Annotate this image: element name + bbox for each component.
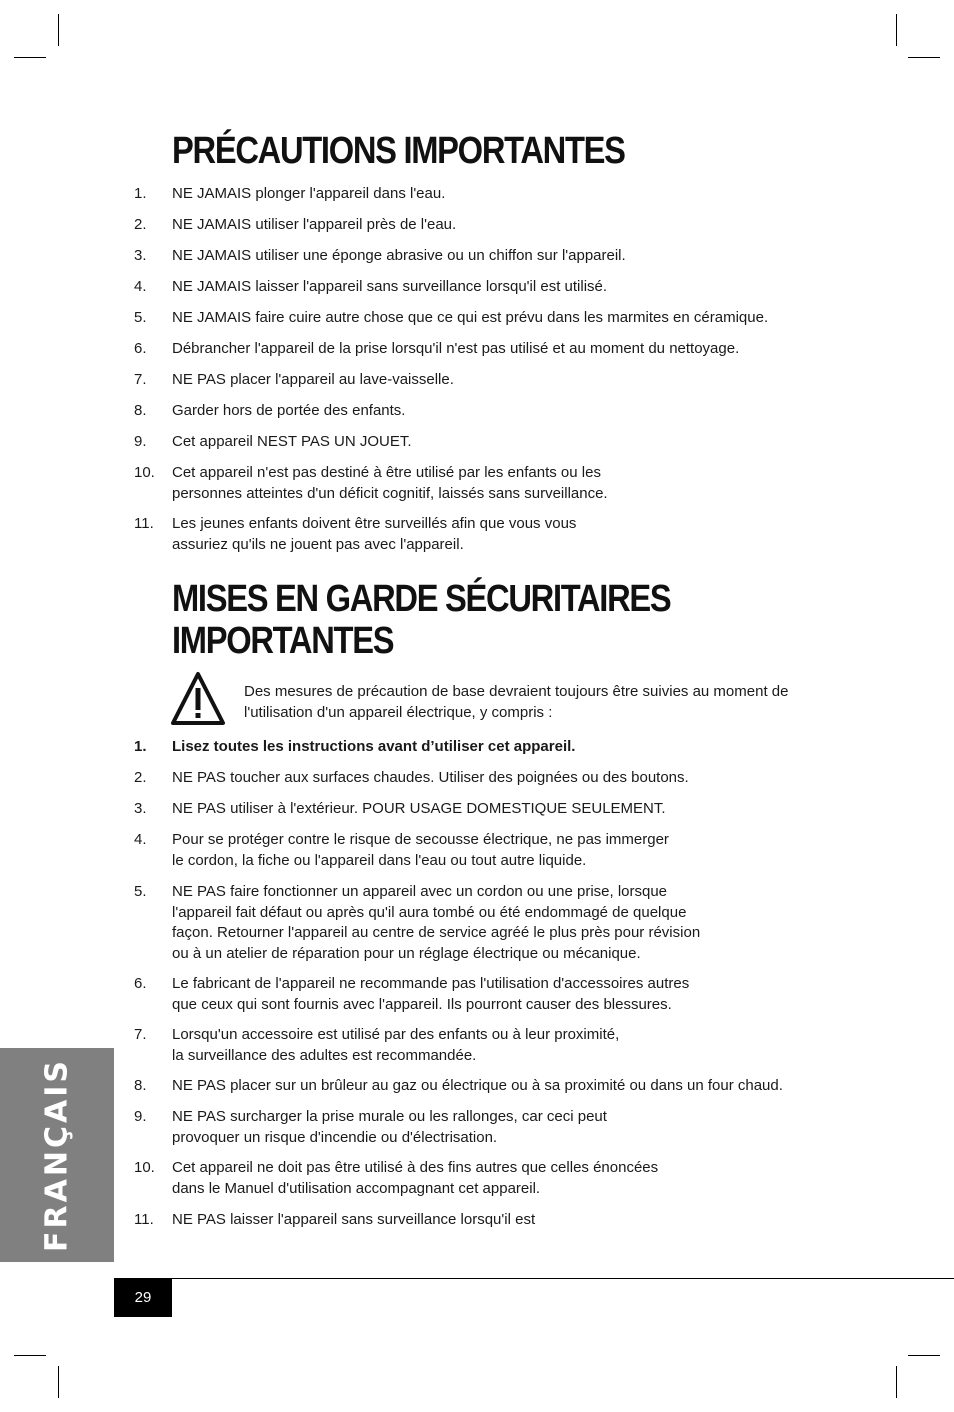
list-item-line: assuriez qu'ils ne jouent pas avec l'appareil. — [172, 535, 464, 553]
list-item-line: Cet appareil n'est pas destiné à être utilisé par les enfants ou les — [172, 464, 601, 481]
list-item-number: 10. — [134, 1159, 155, 1176]
list-item-text — [172, 830, 669, 871]
list-item-number: 8. — [134, 1077, 147, 1094]
crop-mark — [58, 14, 59, 46]
list-item-line: la surveillance des adultes est recommandée. — [172, 1046, 477, 1064]
list-item-text — [172, 246, 626, 267]
list-item-line: NE JAMAIS laisser l'appareil sans surveillance lorsqu'il est utilisé. — [172, 278, 608, 295]
list-item-line: que ceux qui sont fournis avec l'appareil. Ils pourront causer des blessures. — [172, 995, 672, 1013]
list-item-text — [172, 1076, 783, 1097]
list-item-number: 2. — [134, 769, 147, 786]
safety-intro — [244, 682, 788, 723]
list-item-line: ou à un atelier de réparation pour un réglage électrique ou mécanique. — [172, 944, 641, 962]
list-item-number: 11. — [134, 1211, 154, 1228]
list-item-line: NE PAS faire fonctionner un appareil avec un cordon ou une prise, lorsque — [172, 883, 668, 900]
list-item-number: 7. — [134, 371, 147, 388]
language-label: FRANÇAIS — [39, 1058, 75, 1252]
list-item-text — [172, 1107, 607, 1148]
list-item-number: 8. — [134, 402, 147, 419]
list-item-line: Cet appareil NEST PAS UN JOUET. — [172, 433, 412, 450]
list-item-number: 6. — [134, 340, 147, 357]
list-item-text — [172, 737, 575, 758]
list-item-line: NE PAS utiliser à l'extérieur. POUR USAGE DOMESTIQUE SEULEMENT. — [172, 800, 666, 817]
warning-triangle-icon — [170, 670, 226, 728]
safety-intro-line: l'utilisation d'un appareil électrique, y compris : — [244, 703, 553, 721]
list-item-line: NE PAS toucher aux surfaces chaudes. Utiliser des poignées ou des boutons. — [172, 769, 689, 786]
section-title-safety-line1: MISES EN GARDE SÉCURITAIRES — [172, 578, 671, 620]
list-item-line: NE PAS laisser l'appareil sans surveillance lorsqu'il est — [172, 1211, 536, 1228]
list-item-number: 9. — [134, 1108, 147, 1125]
list-item-text — [172, 339, 739, 360]
list-item-line: personnes atteintes d'un déficit cognitif, laissés sans surveillance. — [172, 484, 608, 502]
list-item-line: Garder hors de portée des enfants. — [172, 402, 406, 419]
list-item-text — [172, 514, 576, 555]
list-item-text — [172, 215, 456, 236]
list-item-line: NE PAS surcharger la prise murale ou les rallonges, car ceci peut — [172, 1108, 607, 1125]
list-item-text — [172, 974, 689, 1015]
section-title-precautions: PRÉCAUTIONS IMPORTANTES — [172, 130, 625, 172]
list-item-text — [172, 768, 689, 789]
section-title-safety-line2: IMPORTANTES — [172, 620, 394, 662]
list-item-line: façon. Retourner l'appareil au centre de service agréé le plus près pour révision — [172, 924, 701, 941]
list-item-number: 3. — [134, 800, 147, 817]
list-item-text — [172, 277, 607, 298]
list-item-text — [172, 799, 666, 820]
crop-mark — [896, 1366, 897, 1398]
list-item-line: le cordon, la fiche ou l'appareil dans l'eau ou tout autre liquide. — [172, 851, 587, 869]
list-item-number: 3. — [134, 247, 147, 264]
list-item-line: NE PAS placer sur un brûleur au gaz ou électrique ou à sa proximité ou dans un four chaud. — [172, 1077, 783, 1094]
list-item-text — [172, 401, 405, 422]
language-side-tab — [0, 1048, 114, 1262]
list-item-text — [172, 1210, 535, 1231]
list-item-line: NE JAMAIS plonger l'appareil dans l'eau. — [172, 185, 446, 202]
list-item-line: l'appareil fait défaut ou après qu'il aura tombé ou été endommagé de quelque — [172, 903, 687, 921]
list-item-number: 11. — [134, 515, 154, 532]
list-item-text — [172, 184, 445, 205]
list-item-number: 5. — [134, 883, 147, 900]
list-item-text — [172, 1158, 658, 1199]
list-item-line: NE JAMAIS faire cuire autre chose que ce qui est prévu dans les marmites en céramique. — [172, 309, 769, 326]
list-item-number: 10. — [134, 464, 155, 481]
list-item-line: Débrancher l'appareil de la prise lorsqu'il n'est pas utilisé et au moment du nettoyage. — [172, 340, 740, 357]
list-item-text — [172, 463, 608, 504]
list-item-line: Le fabricant de l'appareil ne recommande pas l'utilisation d'accessoires autres — [172, 975, 690, 992]
safety-intro-line: Des mesures de précaution de base devraient toujours être suivies au moment de — [244, 683, 789, 700]
crop-mark — [908, 57, 940, 58]
list-item-line: NE PAS placer l'appareil au lave-vaisselle. — [172, 371, 454, 388]
list-item-line: Lisez toutes les instructions avant d’utiliser cet appareil. — [172, 738, 576, 755]
footer-rule — [114, 1278, 954, 1279]
list-item-line: Cet appareil ne doit pas être utilisé à des fins autres que celles énoncées — [172, 1159, 659, 1176]
page-number-box — [114, 1278, 172, 1317]
list-item-line: NE JAMAIS utiliser l'appareil près de l'eau. — [172, 216, 457, 233]
list-item-number: 4. — [134, 278, 147, 295]
list-item-line: dans le Manuel d'utilisation accompagnant cet appareil. — [172, 1179, 541, 1197]
list-item-text — [172, 432, 412, 453]
crop-mark — [58, 1366, 59, 1398]
list-item-text — [172, 1025, 619, 1066]
list-item-number: 1. — [134, 738, 147, 755]
list-item-number: 2. — [134, 216, 147, 233]
list-item-line: NE JAMAIS utiliser une éponge abrasive ou un chiffon sur l'appareil. — [172, 247, 626, 264]
list-item-number: 9. — [134, 433, 147, 450]
list-item-line: provoquer un risque d'incendie ou d'électrisation. — [172, 1128, 498, 1146]
list-item-text — [172, 308, 768, 329]
crop-mark — [14, 57, 46, 58]
list-item-number: 5. — [134, 309, 147, 326]
crop-mark — [896, 14, 897, 46]
list-item-number: 1. — [134, 185, 147, 202]
list-item-text — [172, 882, 700, 964]
crop-mark — [14, 1355, 46, 1356]
list-item-number: 4. — [134, 831, 147, 848]
list-item-number: 7. — [134, 1026, 147, 1043]
list-item-number: 6. — [134, 975, 147, 992]
list-item-line: Lorsqu'un accessoire est utilisé par des enfants ou à leur proximité, — [172, 1026, 620, 1043]
list-item-line: Pour se protéger contre le risque de secousse électrique, ne pas immerger — [172, 831, 669, 848]
crop-mark — [908, 1355, 940, 1356]
list-item-line: Les jeunes enfants doivent être surveillés afin que vous vous — [172, 515, 577, 532]
page-number: 29 — [134, 1289, 152, 1306]
list-item-text — [172, 370, 454, 391]
